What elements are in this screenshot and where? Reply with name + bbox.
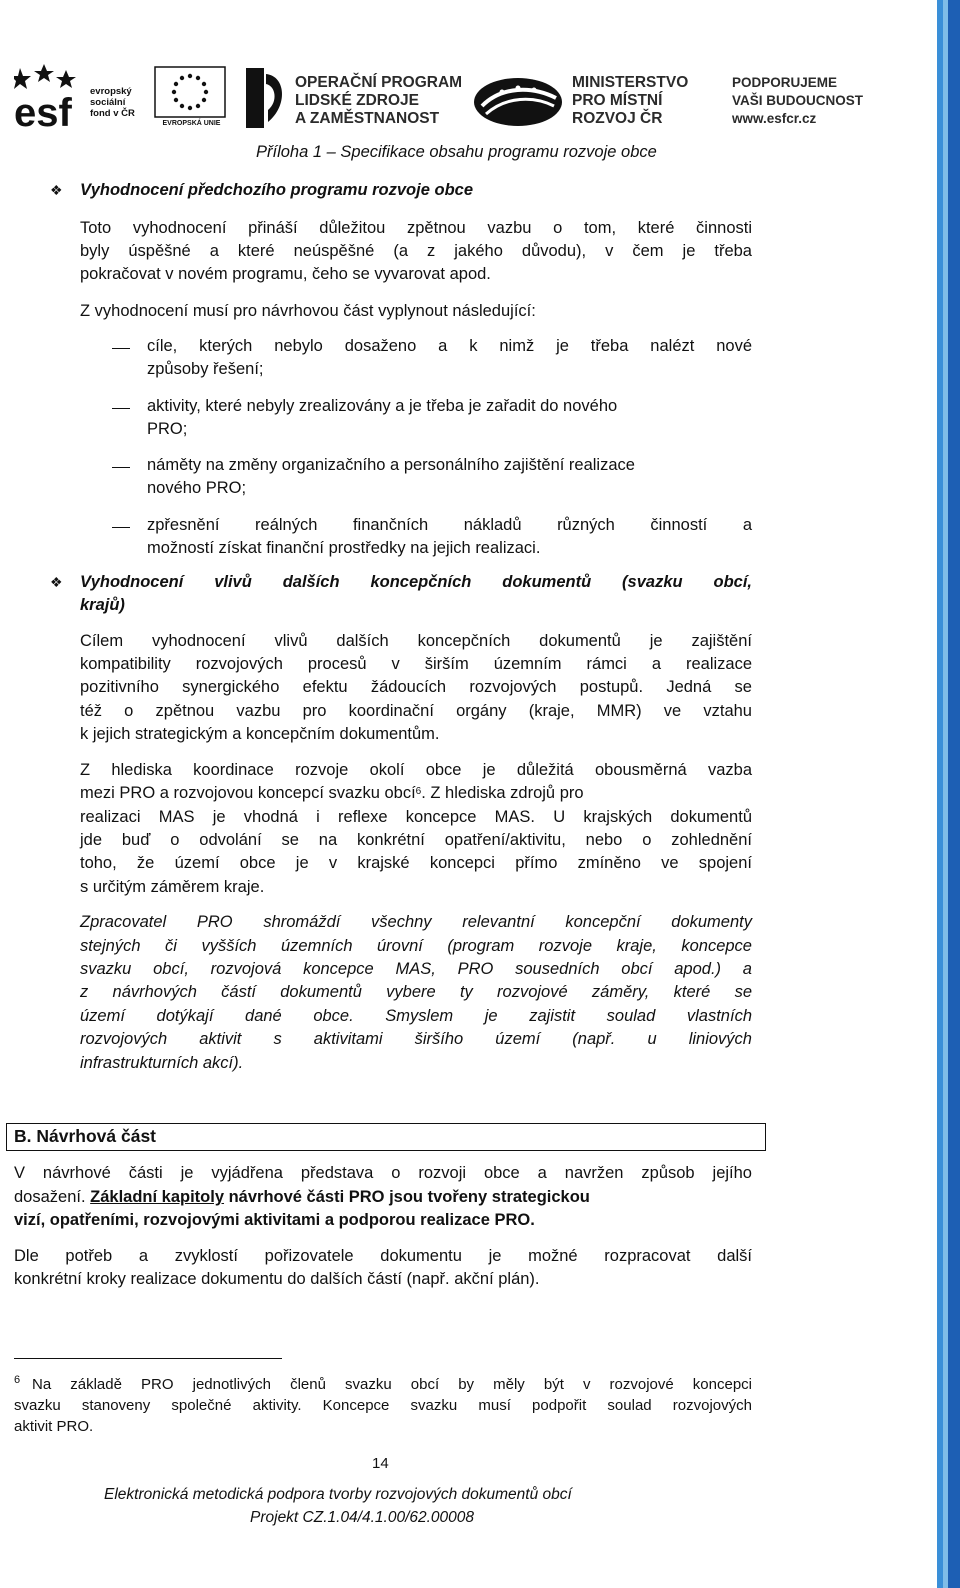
section-2-paragraph-line: kompatibility rozvojových procesů v širším územním rámci a realizace [80,655,752,673]
list-item-line: nového PRO; [147,479,247,497]
oplzz-label: OPERAČNÍ PROGRAM LIDSKÉ ZDROJE A ZAMĚSTNANOST [295,74,463,127]
oplzz-logo-icon [242,66,290,130]
footer-line: Elektronická metodická podpora tvorby rozvojových dokumentů obcí [104,1486,572,1503]
section-heading-2: Vyhodnocení vlivů dalších koncepčních dokumentů (svazku obcí, [80,573,752,591]
section-b-heading-box [6,1123,766,1151]
eu-label: EVROPSKÁ UNIE [162,120,221,127]
section-b-paragraph-line: V návrhové části je vyjádřena představa o rozvoji obce a navržen způsob jejího [14,1164,752,1182]
section-2-paragraph-line: Z hlediska koordinace rozvoje okolí obce je důležitá obousměrná vazba [80,761,752,779]
section-2-paragraph-line: s určitým záměrem kraje. [80,878,265,896]
dash-bullet-icon [112,348,130,349]
header-logos [14,64,894,134]
footer-line: Projekt CZ.1.04/4.1.00/62.00008 [250,1509,475,1526]
basic-chapters-emphasis: Základní kapitoly [90,1188,225,1206]
mmr-label: MINISTERSTVO PRO MÍSTNÍ ROZVOJ ČR [572,74,689,127]
section-2-italic-line: rozvojových aktivit s aktivitami širšího území (např. u liniových [80,1030,752,1048]
section-2-italic-line: stejných či vyšších územních úrovní (program rozvoje kraje, koncepce [80,937,752,955]
esf-label: evropský sociální fond v ČR [90,86,135,119]
section-2-italic-line: území dotýkají dané obce. Smyslem je zajistit soulad vlastních [80,1007,752,1025]
section-2-paragraph-line: pozitivního synergického efektu žádoucích rozvojových postupů. Jedná se [80,678,752,696]
footnote-line: aktivit PRO. [14,1418,94,1435]
footnote-line: svazku stanoveny společné aktivity. Koncepce svazku musí podpořit soulad rozvojových [14,1397,752,1414]
mmr-logo-icon [472,72,564,130]
page-edge-stripe [937,0,960,1588]
section-2-paragraph-line: Cílem vyhodnocení vlivů dalších koncepčních dokumentů je zajištění [80,632,752,650]
esf-logo [14,64,84,130]
footnote-reference[interactable]: 6 [415,786,422,797]
list-item-line: aktivity, které nebyly zrealizovány a je třeba je zařadit do nového [147,397,618,415]
list-item-line: možností získat finanční prostředky na jejich realizaci. [147,539,541,557]
section-1-intro: Z vyhodnocení musí pro návrhovou část vyplynout následující: [80,302,536,320]
appendix-title: Příloha 1 – Specifikace obsahu programu rozvoje obce [256,143,657,161]
section-2-paragraph-line: toho, že území obce je v krajské koncepci přímo zmíněno ve spojení [80,854,752,872]
section-b-paragraph-line: konkrétní kroky realizace dokumentu do dalších částí (např. akční plán). [14,1270,540,1288]
footnote-separator [14,1358,282,1359]
list-item-line: způsoby řešení; [147,360,264,378]
section-b-paragraph-line: dosažení. Základní kapitoly návrhové části PRO jsou tvořeny strategickou [14,1188,590,1206]
section-2-paragraph-line: mezi PRO a rozvojovou koncepcí svazku obcí$^6$. Z hlediska zdrojů pro [80,784,584,802]
footnote-number: 6 [14,1374,21,1386]
list-item-line: cíle, kterých nebylo dosaženo a k nimž je třeba nalézt nové [147,337,752,355]
section-1-paragraph-line: pokračovat v novém programu, čeho se vyvarovat apod. [80,265,491,283]
dash-bullet-icon [112,467,130,468]
diamond-bullet-icon: ❖ [50,574,63,590]
section-2-paragraph-line: též o zpětnou vazbu pro koordinační orgány (kraje, MMR) ve vztahu [80,702,752,720]
esf-logo-text: esf [14,91,72,130]
section-b-paragraph-line: vizí, opatřeními, rozvojovými aktivitami a podporou realizace PRO. [14,1211,535,1229]
diamond-bullet-icon: ❖ [50,182,63,198]
section-b-paragraph-line: Dle potřeb a zvyklostí pořizovatele dokumentu je možné rozpracovat další [14,1247,752,1265]
section-2-paragraph-line: k jejich strategickým a koncepčním dokumentům. [80,725,440,743]
section-2-paragraph-line: jde buď o odvolání se na konkrétní opatření/aktivitu, nebo o zohlednění [80,831,752,849]
section-b-heading: B. Návrhová část [14,1126,157,1146]
section-2-italic-line: svazku obcí, rozvojová koncepce MAS, PRO sousedních obcí apod.) a [80,960,752,978]
page-number: 14 [372,1455,389,1472]
list-item-line: zpřesnění reálných finančních nákladů různých činností a [147,516,752,534]
section-2-italic-line: z návrhových částí dokumentů vybere ty rozvojové záměry, které se [80,983,752,1001]
section-2-italic-line: Zpracovatel PRO shromáždí všechny relevantní koncepční dokumenty [80,913,752,931]
list-item-line: PRO; [147,420,188,438]
section-heading-1: Vyhodnocení předchozího programu rozvoje obce [80,181,473,199]
dash-bullet-icon [112,408,130,409]
section-2-italic-line: infrastrukturních akcí). [80,1054,244,1072]
section-2-paragraph-line: realizaci MAS je vhodná i reflexe koncepce MAS. U krajských dokumentů [80,808,752,826]
podporujeme-label: PODPORUJEME VAŠI BUDOUCNOST www.esfcr.cz [732,75,864,126]
list-item-line: náměty na změny organizačního a personálního zajištění realizace [147,456,635,474]
section-heading-2-cont: krajů) [80,596,125,614]
section-1-paragraph-line: Toto vyhodnocení přináší důležitou zpětnou vazbu o tom, které činnosti [80,219,752,237]
section-1-paragraph-line: byly úspěšné a které neúspěšné (a z jakého důvodu), v čem je třeba [80,242,752,260]
footnote-line: Na základě PRO jednotlivých členů svazku obcí by měly být v rozvojové koncepci [32,1376,752,1393]
dash-bullet-icon [112,527,130,528]
